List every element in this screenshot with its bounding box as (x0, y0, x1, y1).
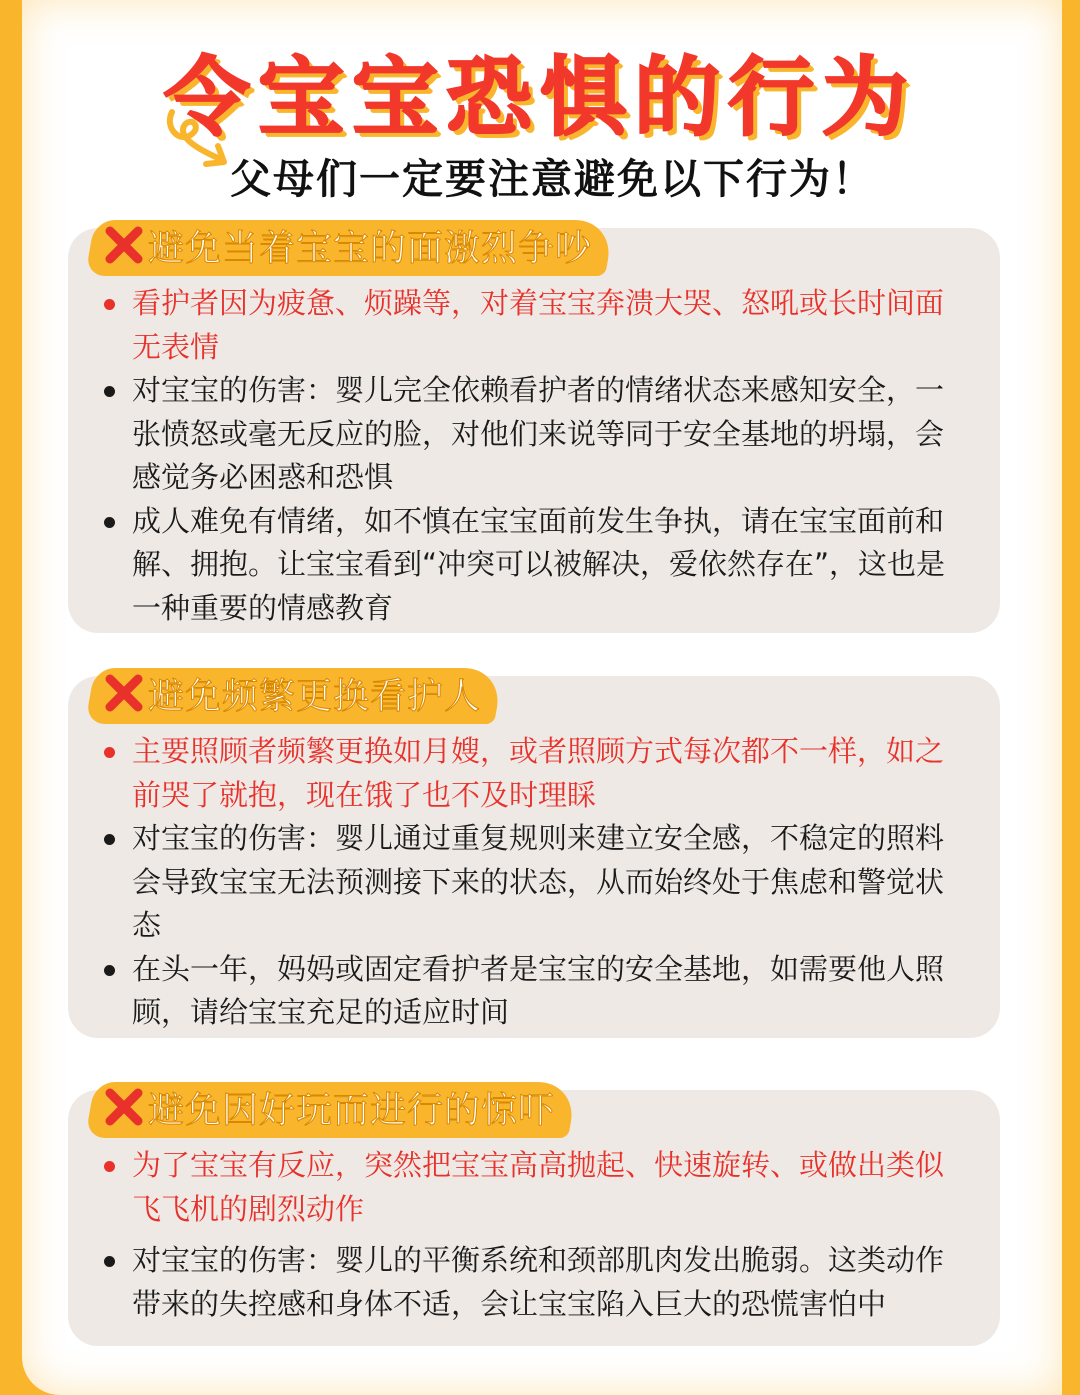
list-item: 对宝宝的伤害：婴儿完全依赖看护者的情绪状态来感知安全，一张愤怒或毫无反应的脸，对他们来说等同于安全基地的坍塌，会感觉务必困惑和恐惧 (102, 369, 960, 500)
section-list (102, 1144, 960, 1326)
section-list (102, 730, 960, 1035)
list-item: 主要照顾者频繁更换如月嫂，或者照顾方式每次都不一样，如之前哭了就抱，现在饿了也不及时理睬 (102, 730, 960, 817)
section-heading-tag (90, 662, 499, 724)
section-heading: 避免当着宝宝的面激烈争吵 (148, 227, 593, 269)
list-item: 对宝宝的伤害：婴儿通过重复规则来建立安全感，不稳定的照料会导致宝宝无法预测接下来的状态，从而始终处于焦虑和警觉状态 (102, 817, 960, 948)
x-mark-icon (104, 673, 144, 713)
section-list (102, 282, 960, 630)
page-subtitle: 父母们一定要注意避免以下行为！ (230, 155, 875, 203)
section-heading-tag (90, 1076, 573, 1138)
section-heading: 避免因好玩而进行的惊吓 (148, 1089, 556, 1131)
list-item: 对宝宝的伤害：婴儿的平衡系统和颈部肌肉发出脆弱。这类动作带来的失控感和身体不适，会让宝宝陷入巨大的恐慌害怕中 (102, 1239, 960, 1326)
section-card (68, 676, 1000, 1038)
section-heading: 避免频繁更换看护人 (148, 675, 482, 717)
section-heading-tag (90, 214, 610, 276)
section-card (68, 228, 1000, 633)
list-item: 看护者因为疲惫、烦躁等，对着宝宝奔溃大哭、怒吼或长时间面无表情 (102, 282, 960, 369)
list-item: 在头一年，妈妈或固定看护者是宝宝的安全基地，如需要他人照顾，请给宝宝充足的适应时间 (102, 948, 960, 1035)
section-card (68, 1090, 1000, 1346)
x-mark-icon (104, 1087, 144, 1127)
list-item: 成人难免有情绪，如不慎在宝宝面前发生争执，请在宝宝面前和解、拥抱。让宝宝看到“冲突可以被解决，爱依然存在”，这也是一种重要的情感教育 (102, 500, 960, 631)
list-item: 为了宝宝有反应，突然把宝宝高高抛起、快速旋转、或做出类似飞飞机的剧烈动作 (102, 1144, 960, 1231)
x-mark-icon (104, 225, 144, 265)
swirl-arrow-icon (162, 104, 232, 174)
page-title: 令宝宝恐惧的行为 (164, 48, 916, 148)
